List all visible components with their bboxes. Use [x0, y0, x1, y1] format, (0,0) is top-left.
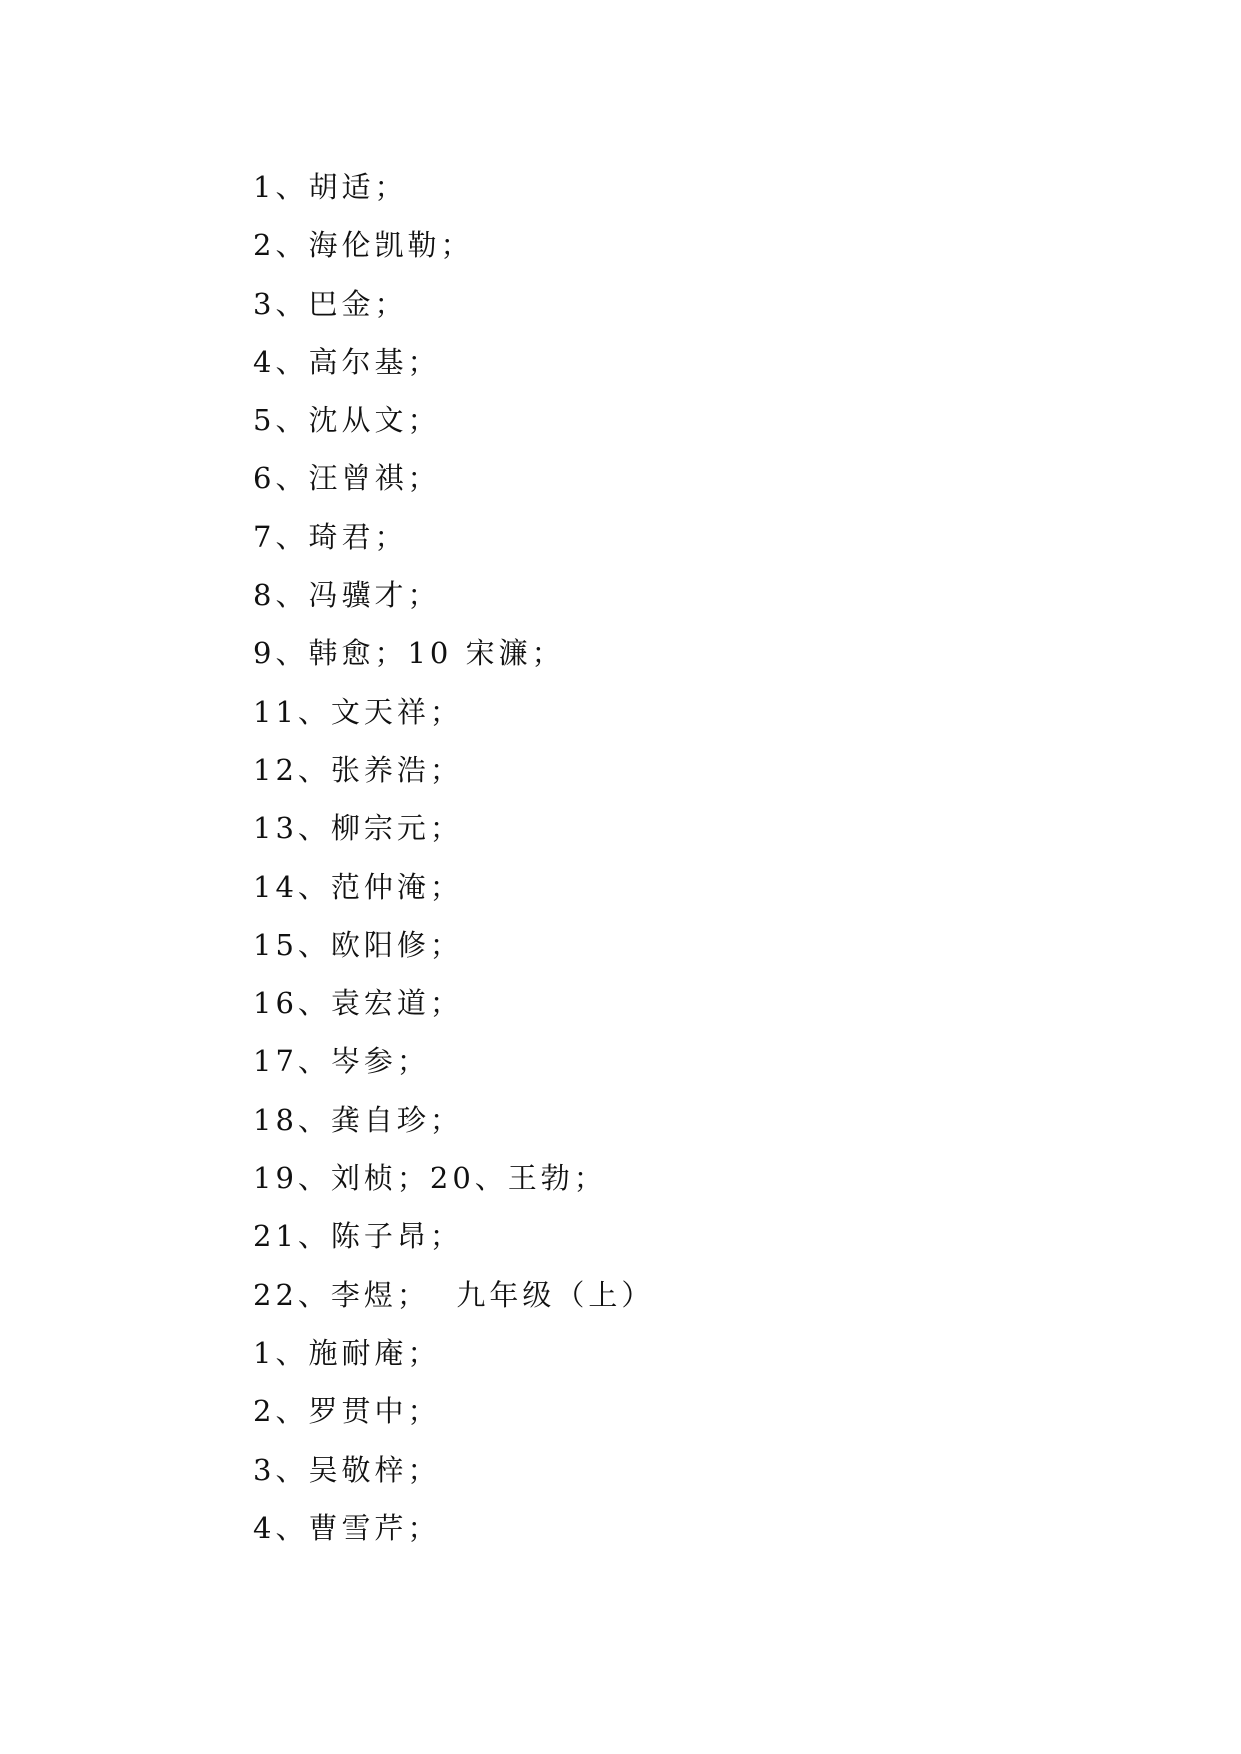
list-item: 21、陈子昂； — [253, 1219, 463, 1254]
list-item: 14、范仲淹； — [253, 869, 463, 904]
list-item: 13、柳宗元； — [253, 811, 463, 846]
list-item: 12、张养浩； — [253, 752, 463, 787]
list-item: 3、吴敬梓； — [253, 1452, 441, 1487]
list-item: 17、岑参； — [253, 1044, 430, 1079]
list-item: 1、施耐庵； — [253, 1335, 441, 1370]
list-item: 18、龚自珍； — [253, 1102, 463, 1137]
list-item: 19、刘桢；20、王勃； — [253, 1161, 607, 1196]
list-item: 11、文天祥； — [253, 694, 463, 729]
list-item: 5、沈从文； — [253, 403, 441, 438]
list-item: 9、韩愈；10 宋濂； — [253, 636, 565, 671]
list-item: 4、高尔基； — [253, 344, 441, 379]
list-item: 2、罗贯中； — [253, 1394, 441, 1429]
list-item: 22、李煜； 九年级（上） — [253, 1277, 655, 1312]
list-item: 16、袁宏道； — [253, 986, 463, 1021]
list-item: 15、欧阳修； — [253, 927, 463, 962]
list-item: 7、琦君； — [253, 519, 408, 554]
list-item: 1、胡适； — [253, 170, 408, 204]
author-list — [253, 158, 654, 1557]
list-item: 4、曹雪芹； — [253, 1510, 441, 1545]
list-item: 8、冯骥才； — [253, 578, 441, 613]
list-item: 6、汪曾祺； — [253, 461, 441, 496]
list-item: 3、巴金； — [253, 286, 408, 321]
list-item: 2、海伦凯勒； — [253, 228, 474, 263]
